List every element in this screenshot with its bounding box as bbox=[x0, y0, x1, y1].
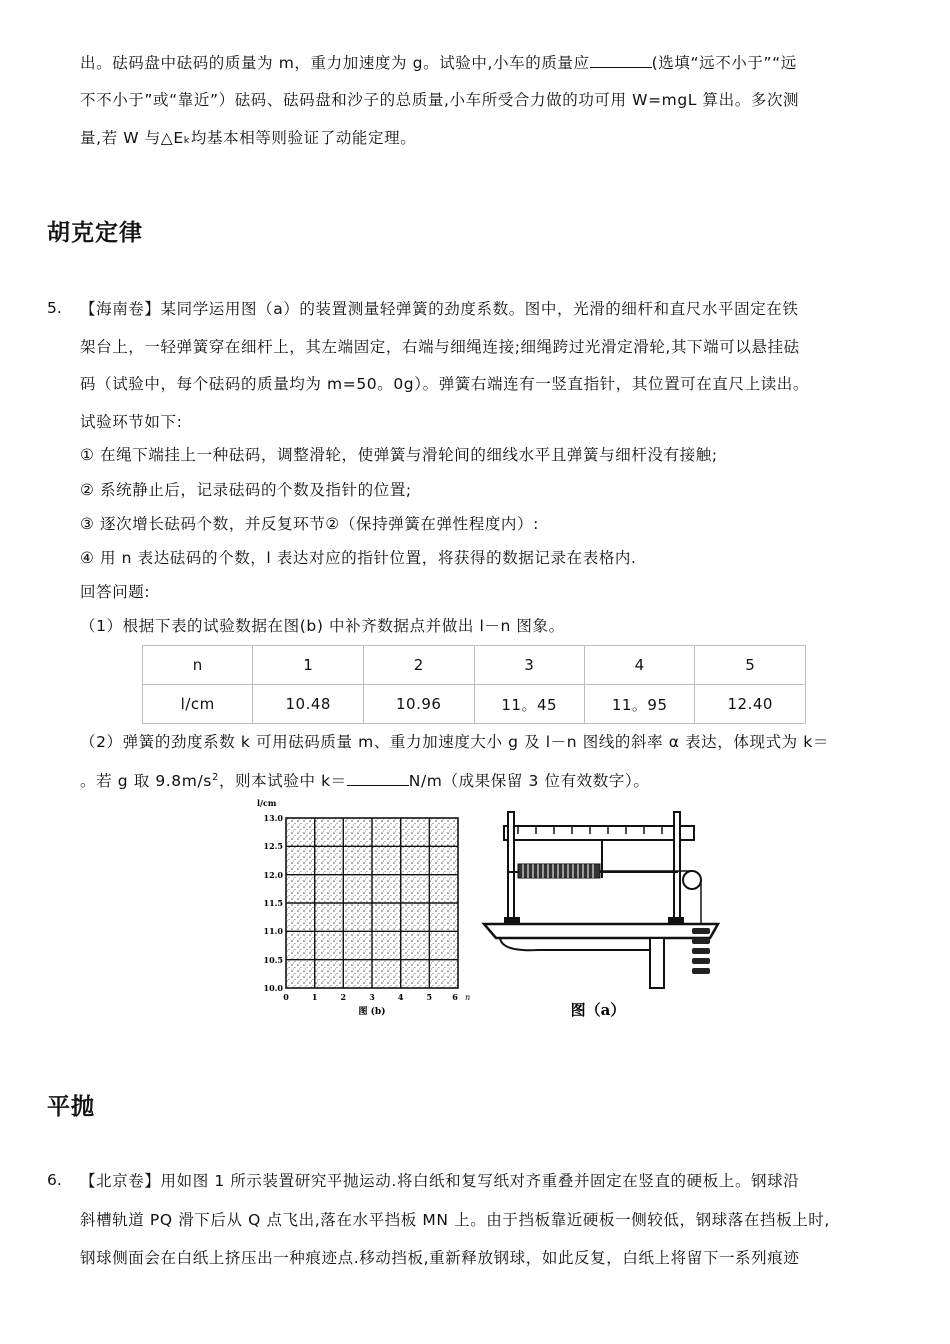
y-tick: 12.0 bbox=[263, 870, 283, 880]
table-cell: l/cm bbox=[143, 685, 253, 724]
x-tick: 2 bbox=[340, 992, 347, 1002]
q5-answer-intro: 回答问题: bbox=[80, 583, 151, 601]
table-cell: 11。95 bbox=[584, 685, 694, 724]
q5-line-2: 架台上，一轻弹簧穿在细杆上，其左端固定，右端与细绳连接;细绳跨过光滑定滑轮,其下端可以悬挂砝 bbox=[80, 338, 800, 356]
table-cell: 12.40 bbox=[695, 685, 806, 724]
graph-ylabel: l/cm bbox=[257, 798, 277, 808]
intro-line-1-tail: (选填“远不小于”“远 bbox=[651, 54, 797, 72]
q5-part-2-text: 。若 g 取 9.8m/s bbox=[80, 772, 212, 791]
q6-line-2: 斜槽轨道 PQ 滑下后从 Q 点飞出,落在水平挡板 MN 上。由于挡板靠近硬板一侧较低，钢球落在挡板上时, bbox=[80, 1211, 830, 1229]
q6-line-1: 【北京卷】用如图 1 所示装置研究平抛运动.将白纸和复写纸对齐重叠并固定在竖直的硬板上。钢球沿 bbox=[80, 1172, 800, 1190]
table-cell: n bbox=[143, 646, 253, 685]
right-post bbox=[674, 812, 680, 922]
q5-part-2-line-1: （2）弹簧的劲度系数 k 可用砝码质量 m、重力加速度大小 g 及 l－n 图线的斜率 α 表达，体现式为 k＝ bbox=[80, 733, 829, 751]
figure-a-caption: 图（a） bbox=[570, 1001, 626, 1019]
intro-line-2: 不不小于”或“靠近”）砝码、砝码盘和沙子的总质量,小车所受合力做的功可用 W=mgL 算出。多次测 bbox=[80, 91, 800, 109]
q5-part-1: （1）根据下表的试验数据在图(b) 中补齐数据点并做出 l－n 图象。 bbox=[80, 617, 565, 635]
table-cell: 3 bbox=[474, 646, 584, 685]
table-cell: 11。45 bbox=[474, 685, 584, 724]
table-edge bbox=[500, 938, 663, 950]
fill-blank-mass[interactable] bbox=[590, 52, 652, 68]
q5-step-1: ① 在绳下端挂上一种砝码，调整滑轮，使弹簧与滑轮间的细线水平且弹簧与细杆没有接触; bbox=[80, 446, 718, 464]
q5-step-3: ③ 逐次增长砝码个数，并反复环节②（保持弹簧在弹性程度内）: bbox=[80, 515, 539, 533]
table-leg bbox=[650, 938, 664, 988]
ruler bbox=[504, 826, 694, 840]
y-tick-labels bbox=[264, 813, 284, 993]
x-tick: 1 bbox=[311, 992, 318, 1002]
q5-step-4: ④ 用 n 表达砝码的个数，l 表达对应的指针位置，将获得的数据记录在表格内. bbox=[80, 549, 637, 567]
table-cell: 5 bbox=[695, 646, 806, 685]
data-table bbox=[142, 645, 806, 724]
left-post bbox=[508, 812, 514, 922]
x-tick: 4 bbox=[397, 992, 404, 1002]
pulley bbox=[683, 871, 701, 889]
table-top bbox=[484, 924, 718, 938]
exponent: 2 bbox=[211, 772, 219, 783]
y-tick: 12.5 bbox=[263, 841, 283, 851]
q5-line-3: 码（试验中，每个砝码的质量均为 m=50。0g）。弹簧右端连有一竖直指针，其位置可在直尺上读出。 bbox=[80, 375, 809, 393]
x-tick: 0 bbox=[283, 992, 289, 1002]
table-row-l bbox=[143, 685, 806, 724]
q5-part-2-line-2 bbox=[80, 768, 649, 791]
table-cell: 10.48 bbox=[253, 685, 364, 724]
intro-line-3: 量,若 W 与△Eₖ均基本相等则验证了动能定理。 bbox=[80, 129, 417, 147]
y-tick: 13.0 bbox=[263, 813, 283, 823]
table-cell: 1 bbox=[253, 646, 364, 685]
table-cell: 10.96 bbox=[363, 685, 474, 724]
figure-a-apparatus bbox=[478, 800, 728, 1025]
q5-steps-intro: 试验环节如下: bbox=[80, 413, 183, 431]
y-tick: 10.0 bbox=[263, 983, 283, 993]
q5-part-2-text-b: ，则本试验中 k＝ bbox=[218, 772, 347, 791]
y-tick: 10.5 bbox=[263, 955, 283, 965]
q6-line-3: 钢球侧面会在白纸上挤压出一种痕迹点.移动挡板,重新释放钢球，如此反复，白纸上将留下一系列痕迹 bbox=[80, 1249, 800, 1267]
q5-step-2: ② 系统静止后，记录砝码的个数及指针的位置; bbox=[80, 481, 412, 499]
x-tick: 3 bbox=[369, 992, 375, 1002]
question-5-number: 5. bbox=[47, 299, 62, 317]
table-cell: 4 bbox=[584, 646, 694, 685]
y-tick: 11.0 bbox=[263, 926, 283, 936]
right-base bbox=[668, 917, 684, 924]
question-6-number: 6. bbox=[47, 1171, 62, 1189]
y-tick: 11.5 bbox=[263, 898, 283, 908]
graph-b bbox=[255, 796, 470, 1021]
q5-part-2-text-c: N/m（成果保留 3 位有效数字）。 bbox=[408, 772, 650, 791]
graph-xlabel: n bbox=[465, 993, 470, 1002]
x-tick: 6 bbox=[452, 992, 458, 1002]
section-title-projectile: 平抛 bbox=[47, 1093, 95, 1120]
x-tick-labels bbox=[283, 992, 458, 1002]
left-base bbox=[504, 917, 520, 924]
intro-line-1-text: 出。砝码盘中砝码的质量为 m，重力加速度为 g。试验中,小车的质量应 bbox=[80, 54, 590, 72]
spring-coils bbox=[523, 864, 593, 878]
table-cell: 2 bbox=[363, 646, 474, 685]
x-tick: 5 bbox=[426, 992, 433, 1002]
table-row-n bbox=[143, 646, 806, 685]
section-title-hooke: 胡克定律 bbox=[47, 219, 143, 246]
graph-caption: 图 (b) bbox=[358, 1007, 386, 1017]
fill-blank-k[interactable] bbox=[347, 770, 409, 786]
q5-line-1: 【海南卷】某同学运用图（a）的装置测量轻弹簧的劲度系数。图中，光滑的细杆和直尺水平固定在铁 bbox=[80, 300, 799, 318]
intro-line-1 bbox=[80, 52, 797, 73]
